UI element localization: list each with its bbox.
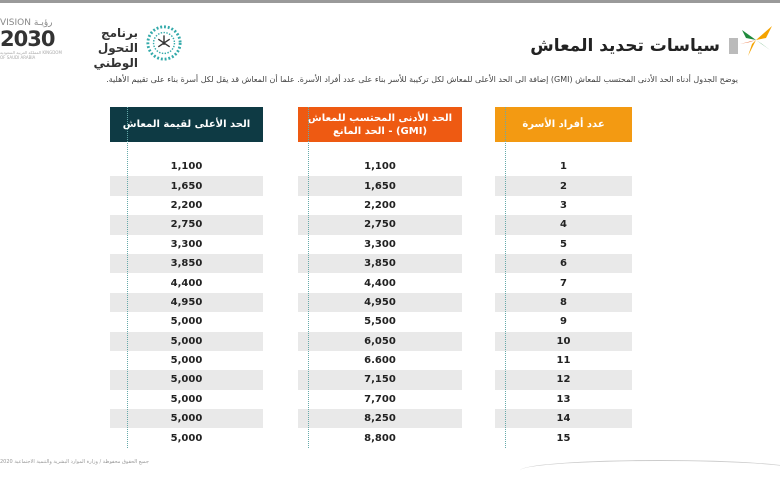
description: يوضح الجدول أدناه الحد الأدنى المحتسب للمعاش (GMI) إضافة الى الحد الأعلى للمعاش لكل تركيبة للأسر بناء على عدد أفراد الأسرة. علما أن المعاش قد يقل لكل أسرة بناء على تقييم الأهلية.: [106, 75, 738, 84]
table-cell-gmi: 8,800: [364, 432, 396, 444]
column-header-gmi: الحد الأدنى المحتسب للمعاش (GMI) - الحد المانع: [298, 107, 462, 142]
table-cell-family-size: 8: [495, 293, 632, 312]
table-cell-gmi: 1,100: [364, 161, 396, 173]
table-cell-max: 1,650: [110, 176, 263, 195]
table-cell-gmi: 4,400: [364, 277, 396, 289]
title-marker: [729, 38, 738, 54]
table-cell-gmi: 7,700: [364, 393, 396, 405]
table-cell-family-size: 12: [495, 370, 632, 389]
column-header-max: الحد الأعلى لقيمة المعاش: [110, 107, 263, 142]
table-cell-gmi: 1,650: [298, 176, 462, 195]
footer-copyright: جميع الحقوق محفوظة / وزارة الموارد البشرية والتنمية الاجتماعية 2020: [0, 459, 149, 465]
table-cell-max: 5,000: [170, 393, 203, 405]
column-header-family-size: عدد أفراد الأسرة: [495, 107, 632, 142]
table-cell-gmi: 7,150: [298, 370, 462, 389]
table-cell-family-size: 6: [495, 254, 632, 273]
table-cell-family-size: 3: [560, 199, 567, 211]
vision-label: VISION رؤيـة: [0, 18, 53, 28]
top-border: [0, 0, 780, 3]
table-cell-gmi: 5,500: [364, 316, 396, 328]
table-cell-max: 5,000: [110, 370, 263, 389]
table-cell-family-size: 4: [495, 215, 632, 234]
table-cell-max: 4,950: [110, 293, 263, 312]
table-cell-gmi: 8,250: [298, 409, 462, 428]
page-title: سياسات تحديد المعاش: [530, 36, 720, 56]
decorative-curve: [520, 460, 780, 481]
table-cell-family-size: 14: [495, 409, 632, 428]
table-cell-family-size: 1: [560, 161, 567, 173]
table-cell-family-size: 10: [495, 332, 632, 351]
table-cell-max: 5,000: [110, 409, 263, 428]
table-cell-family-size: 13: [556, 393, 571, 405]
table-cell-gmi: 2,200: [364, 199, 396, 211]
table-cell-family-size: 2: [495, 176, 632, 195]
gmi-column: [298, 107, 462, 448]
table-cell-family-size: 5: [560, 238, 567, 250]
vision-country: المملكة العربية السعودية KINGDOM OF SAUDI ARABIA: [0, 50, 62, 60]
table-cell-family-size: 15: [556, 432, 571, 444]
table-cell-family-size: 7: [560, 277, 567, 289]
table-cell-gmi: 6,050: [298, 332, 462, 351]
ministry-logo-icon: [736, 20, 776, 60]
table-cell-gmi: 3,300: [364, 238, 396, 250]
family-size-column: [495, 107, 632, 448]
table-cell-max: 3,300: [170, 238, 203, 250]
table-cell-max: 5,000: [170, 355, 203, 367]
table-cell-gmi: 4,950: [298, 293, 462, 312]
program-name: برنامج التحول الوطني: [93, 26, 138, 70]
table-cell-gmi: 3,850: [298, 254, 462, 273]
table-cell-max: 2,200: [170, 199, 203, 211]
table-cell-max: 5,000: [170, 316, 203, 328]
table-cell-max: 4,400: [170, 277, 203, 289]
table-cell-max: 5,000: [110, 332, 263, 351]
emblem-icon: [145, 24, 183, 62]
table-cell-gmi: 2,750: [298, 215, 462, 234]
table-cell-max: 1,100: [170, 161, 203, 173]
table-cell-max: 3,850: [110, 254, 263, 273]
table-cell-gmi: 6.600: [364, 355, 396, 367]
max-pension-column: [110, 107, 263, 448]
table-cell-family-size: 9: [560, 316, 567, 328]
table-cell-family-size: 11: [556, 355, 571, 367]
table-cell-max: 5,000: [170, 432, 203, 444]
vision-2030-logo: [0, 18, 62, 60]
vision-year: 2030: [0, 27, 55, 51]
table-cell-max: 2,750: [110, 215, 263, 234]
